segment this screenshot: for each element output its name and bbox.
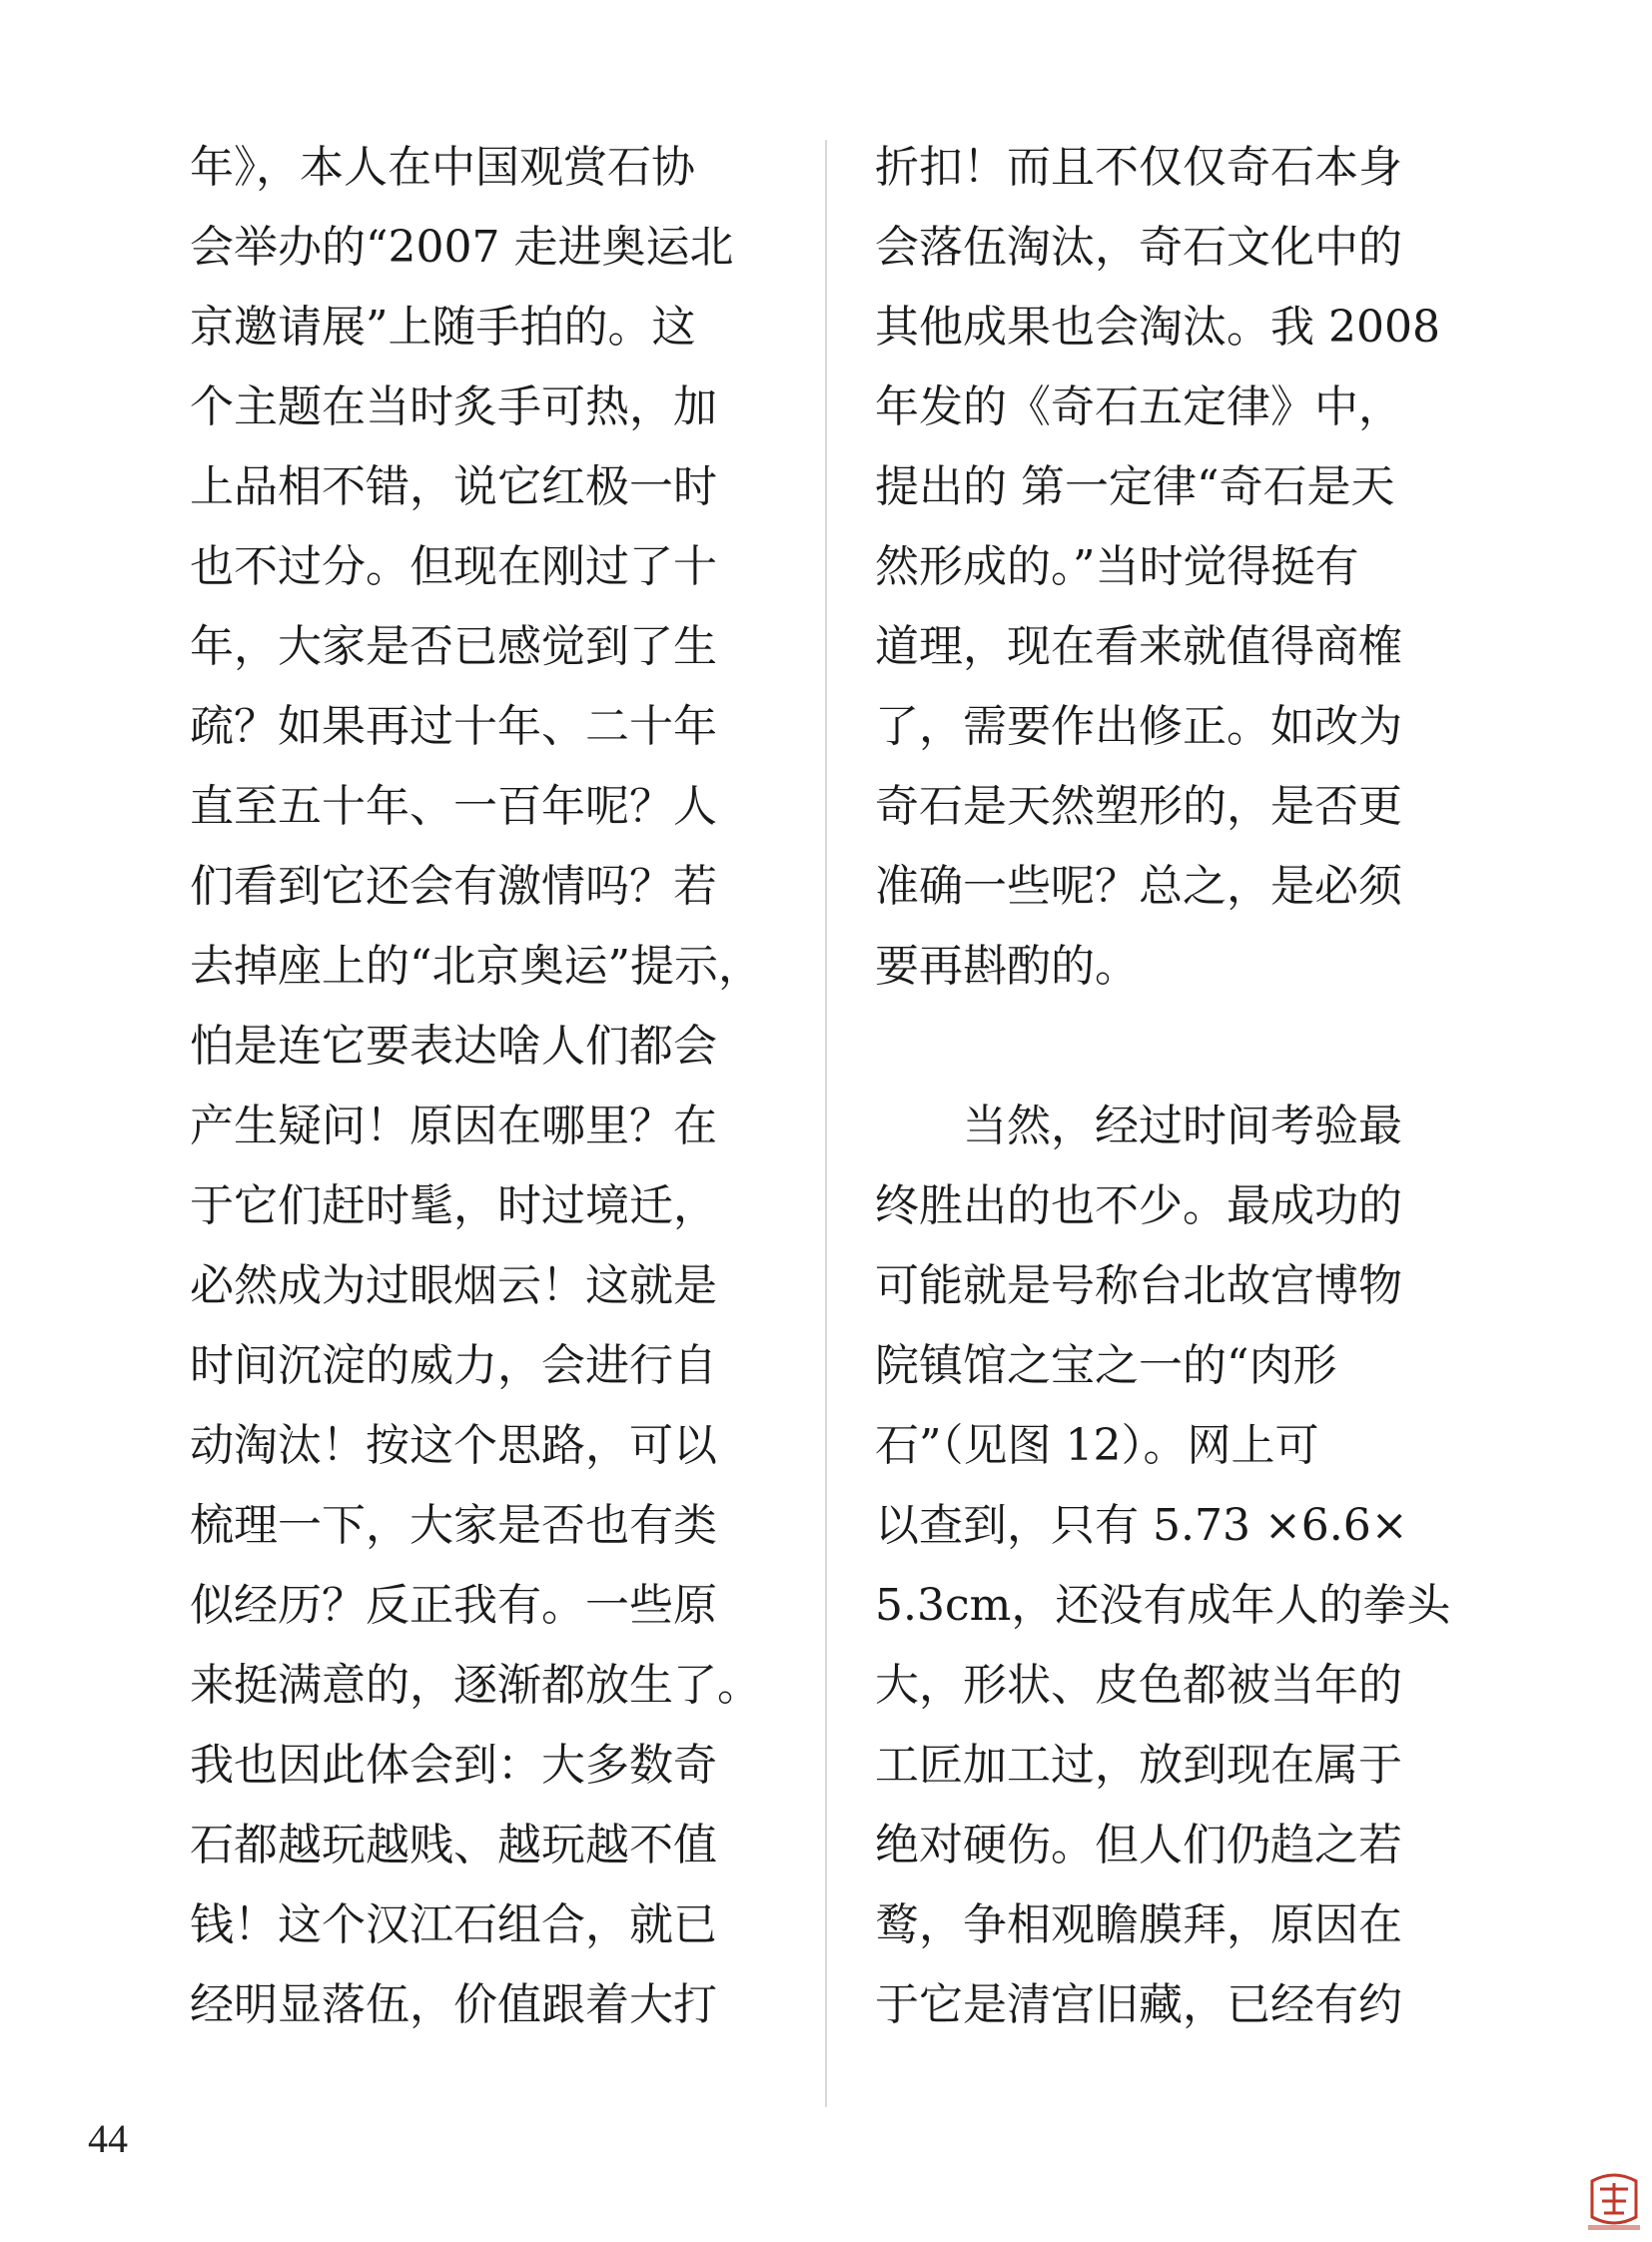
text-line: 时间沉淀的威力，会进行自	[190, 1340, 717, 1391]
text-line: 大，形状、皮色都被当年的	[875, 1660, 1402, 1711]
text-line: 于它是清宫旧藏，已经有约	[875, 1979, 1402, 2030]
text-line: 终胜出的也不少。最成功的	[875, 1180, 1402, 1231]
text-line: 动淘汰！按这个思路，可以	[190, 1420, 717, 1471]
text-line: 以查到，只有 5.73 ×6.6×	[875, 1500, 1408, 1551]
text-line: 奇石是天然塑形的，是否更	[875, 781, 1402, 832]
text-line: 产生疑问！原因在哪里？在	[190, 1101, 717, 1151]
seal-logo-icon	[1584, 2167, 1644, 2233]
text-line: 去掉座上的“北京奥运”提示，	[190, 941, 762, 992]
text-line: 经明显落伍，价值跟着大打	[190, 1979, 717, 2030]
text-line: 们看到它还会有激情吗？若	[190, 861, 717, 912]
text-line: 绝对硬伤。但人们仍趋之若	[875, 1820, 1402, 1870]
column-divider	[825, 140, 827, 2107]
text-line: 5.3cm，还没有成年人的拳头	[875, 1580, 1451, 1631]
text-line: 鹜，争相观瞻膜拜，原因在	[875, 1899, 1402, 1950]
text-line: 会举办的“2007 走进奥运北	[190, 222, 734, 273]
text-line: 可能就是号称台北故宫博物	[875, 1260, 1402, 1311]
text-line: 怕是连它要表达啥人们都会	[190, 1021, 717, 1072]
text-line: 会落伍淘汰，奇石文化中的	[875, 222, 1402, 273]
text-line: 直至五十年、一百年呢？人	[190, 781, 717, 832]
text-line: 上品相不错，说它红极一时	[190, 461, 717, 512]
text-line: 我也因此体会到：大多数奇	[190, 1740, 717, 1791]
left-column	[190, 128, 789, 2045]
text-line: 也不过分。但现在刚过了十	[190, 541, 717, 592]
text-line: 工匠加工过，放到现在属于	[875, 1740, 1402, 1791]
text-line: 石都越玩越贱、越玩越不值	[190, 1820, 717, 1870]
text-line: 准确一些呢？总之，是必须	[875, 861, 1402, 912]
text-line: 年》，本人在中国观赏石协	[190, 142, 695, 193]
text-line: 石”（见图 12）。网上可	[875, 1420, 1319, 1471]
right-column	[875, 128, 1494, 2045]
text-line: 要再斟酌的。	[875, 941, 1139, 992]
paragraph-2	[875, 1087, 1494, 2045]
text-line: 院镇馆之宝之一的“肉形	[875, 1340, 1337, 1391]
text-line: 个主题在当时炙手可热，加	[190, 381, 717, 432]
text-line: 提出的 第一定律“奇石是天	[875, 461, 1395, 512]
text-line: 然形成的。”当时觉得挺有	[875, 541, 1359, 592]
text-line: 钱！这个汉江石组合，就已	[190, 1899, 717, 1950]
text-line: 必然成为过眼烟云！这就是	[190, 1260, 717, 1311]
text-line: 折扣！而且不仅仅奇石本身	[875, 142, 1402, 193]
text-line: 似经历？反正我有。一些原	[190, 1580, 717, 1631]
page-number: 44	[88, 2116, 128, 2161]
text-line: 京邀请展”上随手拍的。这	[190, 302, 696, 353]
text-line: 道理，现在看来就值得商榷	[875, 621, 1402, 672]
text-line: 于它们赶时髦，时过境迁，	[190, 1180, 717, 1231]
text-line: 年，大家是否已感觉到了生	[190, 621, 717, 672]
text-line: 当然，经过时间考验最	[963, 1101, 1402, 1151]
text-line: 来挺满意的，逐渐都放生了。	[190, 1660, 761, 1711]
paragraph-1	[875, 128, 1494, 1007]
text-line: 梳理一下，大家是否也有类	[190, 1500, 717, 1551]
text-line: 疏？如果再过十年、二十年	[190, 701, 717, 752]
text-line: 年发的《奇石五定律》中，	[875, 381, 1402, 432]
text-line: 其他成果也会淘汰。我 2008	[875, 302, 1440, 353]
text-line: 了，需要作出修正。如改为	[875, 701, 1402, 752]
paragraph-gap	[875, 1007, 1494, 1087]
